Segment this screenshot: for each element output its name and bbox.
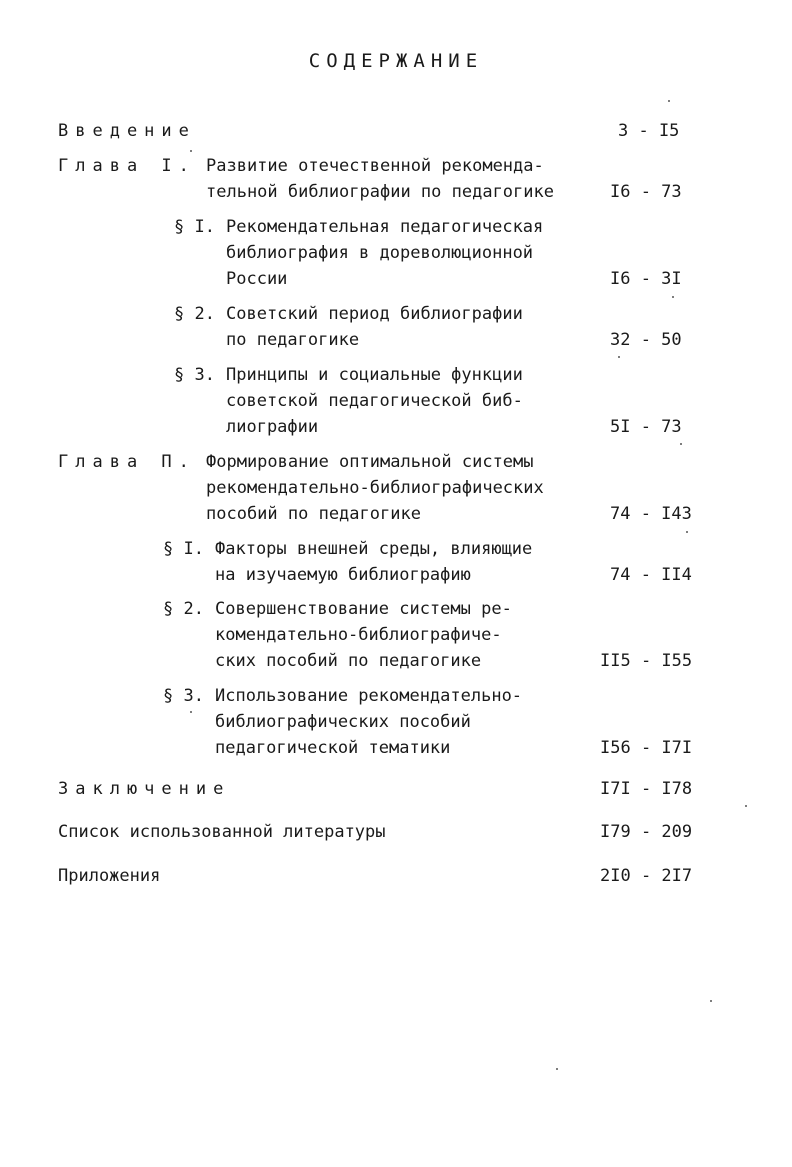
section-pages: 5I - 73 xyxy=(610,417,682,437)
section-title-line: библиографических пособий xyxy=(215,712,471,732)
intro-label: Введение xyxy=(58,121,196,141)
chapter1-pages: I6 - 73 xyxy=(610,182,682,202)
section-pages: 32 - 50 xyxy=(610,330,682,350)
section-title-line: Рекомендательная педагогическая xyxy=(226,217,544,237)
scan-speck xyxy=(190,711,192,713)
intro-pages: 3 - I5 xyxy=(618,121,680,141)
appendix-label: Приложения xyxy=(58,866,161,886)
section-title-line: России xyxy=(226,269,288,289)
scan-speck xyxy=(710,1000,712,1002)
scan-speck xyxy=(190,150,192,152)
scan-speck xyxy=(745,805,747,807)
section-title-line: Совершенствование системы ре- xyxy=(215,599,512,619)
chapter1-title-line: тельной библиографии по педагогике xyxy=(206,182,554,202)
chapter1-prefix: Глава I. xyxy=(58,156,196,176)
section-title-line: советской педагогической биб- xyxy=(226,391,523,411)
section-title-line: лиографии xyxy=(226,417,319,437)
section-title-line: Принципы и социальные функции xyxy=(226,365,523,385)
chapter2-title-line: Формирование оптимальной системы xyxy=(206,452,534,472)
references-label: Список использованной литературы xyxy=(58,822,386,842)
chapter1-title-line: Развитие отечественной рекоменда- xyxy=(206,156,544,176)
section-title-line: комендательно-библиографиче- xyxy=(215,625,502,645)
scan-speck xyxy=(618,356,620,358)
section-number: § 3. xyxy=(163,686,204,706)
references-pages: I79 - 209 xyxy=(600,822,693,842)
section-number: § 2. xyxy=(163,599,204,619)
scan-speck xyxy=(686,531,688,533)
section-number: § I. xyxy=(163,539,204,559)
chapter2-title-line: рекомендательно-библиографических xyxy=(206,478,544,498)
section-title-line: педагогической тематики xyxy=(215,738,451,758)
chapter2-title-line: пособий по педагогике xyxy=(206,504,421,524)
section-pages: I56 - I7I xyxy=(600,738,693,758)
conclusion-label: Заключение xyxy=(58,779,231,799)
conclusion-pages: I7I - I78 xyxy=(600,779,693,799)
section-title-line: на изучаемую библиографию xyxy=(215,565,471,585)
section-pages: II5 - I55 xyxy=(600,651,693,671)
scan-speck xyxy=(668,100,670,102)
scan-speck xyxy=(672,296,674,298)
chapter2-prefix: Глава П. xyxy=(58,452,196,472)
section-number: § 3. xyxy=(174,365,215,385)
section-title-line: ских пособий по педагогике xyxy=(215,651,482,671)
scan-speck xyxy=(556,1068,558,1070)
section-pages: 74 - II4 xyxy=(610,565,692,585)
section-title-line: библиография в дореволюционной xyxy=(226,243,534,263)
chapter2-pages: 74 - I43 xyxy=(610,504,692,524)
section-title-line: Использование рекомендательно- xyxy=(215,686,523,706)
section-title-line: Советский период библиографии xyxy=(226,304,523,324)
section-pages: I6 - 3I xyxy=(610,269,682,289)
scan-speck xyxy=(680,443,682,445)
section-title-line: по педагогике xyxy=(226,330,360,350)
section-title-line: Факторы внешней среды, влияющие xyxy=(215,539,533,559)
section-number: § I. xyxy=(174,217,215,237)
section-number: § 2. xyxy=(174,304,215,324)
appendix-pages: 2I0 - 2I7 xyxy=(600,866,693,886)
page-title: СОДЕРЖАНИЕ xyxy=(308,50,484,72)
